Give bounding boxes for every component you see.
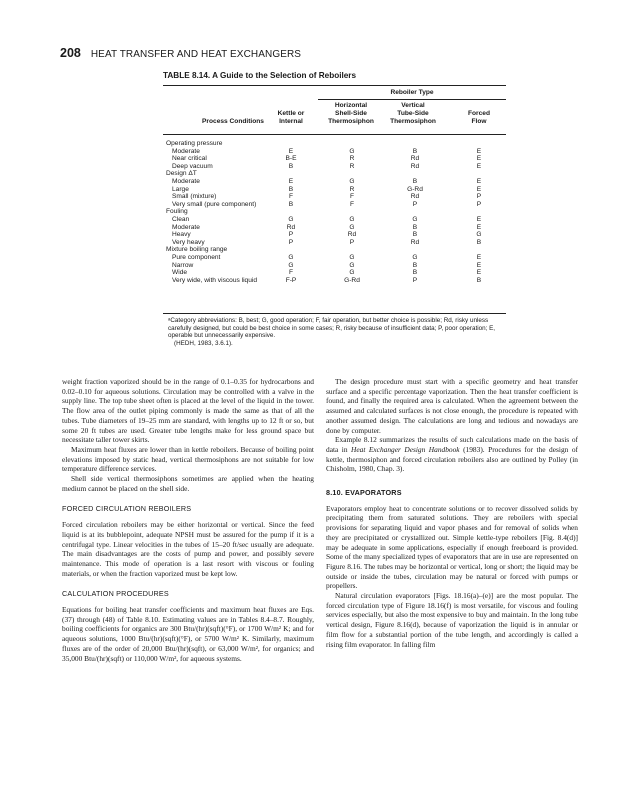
table-row <box>163 269 506 277</box>
table-cell: E <box>476 261 482 269</box>
row-label: Wide <box>172 269 188 277</box>
paragraph: Example 8.12 summarizes the results of such calculations made on the basis of data in Heat Exchanger Design Handbook (1983). Procedures for the design of kettle, thermosiphon and forced circulation reboilers also are outlined by Polley (in Chisholm, 1980, Chap. 3). <box>326 435 578 474</box>
paragraph: Natural circulation evaporators [Figs. 18.16(a)–(e)] are the most popular. The forced circulation type of Figure 18.16(f) is most versatile, for viscous and fouling services especially, but also the most expensive to buy and maintain. In the long tube vertical design, Figure 8.16(d), because of vaporization the liquid is in annular or film flow for a substantial portion of the tube length, and accordingly is called a rising film evaporator. In falling film <box>326 591 578 649</box>
row-label: Fouling <box>166 208 188 216</box>
page-number: 208 <box>60 46 81 60</box>
table-cell: P <box>412 200 418 208</box>
table-cell: F-P <box>285 276 297 284</box>
table-cell: Rd <box>410 193 420 201</box>
table-row <box>163 254 506 262</box>
table-cell: F <box>349 200 355 208</box>
table-cell: B <box>288 185 294 193</box>
table-cell: G <box>288 215 294 223</box>
table-category-row <box>163 208 506 216</box>
table-cell: B <box>288 162 294 170</box>
table-cell: P <box>476 193 482 201</box>
table-cell: Rd <box>410 162 420 170</box>
table-bottom-rule <box>163 313 506 314</box>
table-cell: Rd <box>410 238 420 246</box>
table-cell: R <box>349 155 355 163</box>
table-cell: B <box>412 223 418 231</box>
table-cell: B <box>412 261 418 269</box>
row-label: Moderate <box>172 223 200 231</box>
table-cell: E <box>288 147 294 155</box>
table-cell: Rd <box>410 155 420 163</box>
right-column <box>326 377 578 649</box>
table-cell: G-Rd <box>407 185 423 193</box>
table-row <box>163 216 506 224</box>
left-column <box>62 377 314 663</box>
group-header: Reboiler Type <box>390 89 434 96</box>
table-cell: B <box>412 177 418 185</box>
footnote-text: ᵃCategory abbreviations: B, best; G, good operation; F, fair operation, but better choice is possible; Rd, risky unless carefully designed, but could be best choice in some cases; R, risky because of insufficient data; P, poor operation; E, operable but unnecessarily expensive. <box>168 317 496 340</box>
table-cell: E <box>476 223 482 231</box>
book-title: Heat Exchanger Design Handbook <box>351 444 460 454</box>
row-label: Narrow <box>172 261 194 269</box>
table-row <box>163 201 506 209</box>
row-label: Mixture boiling range <box>166 246 228 254</box>
table-cell: G <box>349 215 355 223</box>
table-row <box>163 262 506 270</box>
table-cell: G-Rd <box>344 276 360 284</box>
row-label: Large <box>172 185 189 193</box>
table-row <box>163 186 506 194</box>
section-heading: FORCED CIRCULATION REBOILERS <box>62 504 192 514</box>
table-row <box>163 231 506 239</box>
table-row <box>163 155 506 163</box>
row-label: Very heavy <box>172 238 205 246</box>
table-cell: R <box>349 185 355 193</box>
col-header-horizontal: Horizontal Shell-Side Thermosiphon <box>328 102 374 126</box>
table-row <box>163 224 506 232</box>
paragraph: weight fraction vaporized should be in the range of 0.1–0.35 for hydrocarbons and 0.02–0.10 for aqueous solutions. Circulation may be controlled with a valve in the supply line. The top tube sheet often is placed at the level of the liquid in the tower. The flow area of the outlet piping commonly is made the same as that of all the tubes. Tube diameters of 19–25 mm are standard, with lengths up to 12 ft or so, but some 20 ft tubes are used. Greater tube lengths make for less ground space but necessitate taller tower skirts. <box>62 377 314 445</box>
table-cell: G <box>349 269 355 277</box>
table-category-row <box>163 170 506 178</box>
paragraph: Maximum heat fluxes are lower than in kettle reboilers. Because of boiling point elevations imposed by static head, vertical thermosiphons are not suitable for low temperature difference services. <box>62 444 314 474</box>
table-cell: G <box>288 261 294 269</box>
table-cell: R <box>349 162 355 170</box>
table-cell: F <box>349 193 355 201</box>
table-header-rule <box>163 134 506 135</box>
page-header <box>60 44 301 62</box>
table-cell: Rd <box>347 231 357 239</box>
table-cell: E <box>476 185 482 193</box>
table-cell: E <box>476 177 482 185</box>
paragraph: The design procedure must start with a specific geometry and heat transfer surface and a specific percentage vaporization. Then the heat transfer coefficient is found, and finally the required area is calculated. When the agreement between the assumed and calculated surfaces is not close enough, the procedure is repeated with another assumed design. The calculations are long and tedious and nowadays are done by computer. <box>326 377 578 435</box>
table-cell: G <box>412 253 418 261</box>
table-cell: G <box>349 261 355 269</box>
footnote-source: (HEDH, 1983, 3.6.1). <box>174 339 233 347</box>
paragraph: Equations for boiling heat transfer coefficients and maximum heat fluxes are Eqs. (37) through (48) of Table 8.10. Estimating values are in Tables 8.4–8.7. Roughly, boiling coefficients for organics are 300 Btu/(hr)(sqft)(°F), or 1700 W/m² K; and for aqueous solutions, 1000 Btu/(hr)(sqft)(°F), or 5700 W/m² K. Similarly, maximum fluxes are of the order of 20,000 Btu/(hr)(sqft), or 63,000 W/m², for organics; and 35,000 Btu/(hr)(sqft) or 110,000 W/m², for aqueous systems. <box>62 605 314 663</box>
table-cell: G <box>288 253 294 261</box>
row-label: Pure component <box>172 253 221 261</box>
row-label: Clean <box>172 215 190 223</box>
table-cell: B <box>476 276 482 284</box>
table-row <box>163 163 506 171</box>
table-cell: P <box>412 276 418 284</box>
section-heading: 8.10. EVAPORATORS <box>326 488 402 498</box>
row-label: Design ΔT <box>166 170 197 178</box>
table-cell: P <box>288 238 294 246</box>
table-cell: P <box>349 238 355 246</box>
table-cell: E <box>476 162 482 170</box>
row-label: Near critical <box>172 155 207 163</box>
table-cell: B <box>412 269 418 277</box>
row-label: Very wide, with viscous liquid <box>172 276 258 284</box>
row-label: Moderate <box>172 177 200 185</box>
row-label: Deep vacuum <box>172 162 213 170</box>
table-cell: G <box>349 147 355 155</box>
table-category-row <box>163 140 506 148</box>
table-cell: F <box>288 193 294 201</box>
table-body <box>163 140 506 284</box>
table-cell: E <box>476 215 482 223</box>
table-row <box>163 277 506 285</box>
table-cell: E <box>476 253 482 261</box>
table-cell: E <box>476 269 482 277</box>
table-cell: E <box>476 155 482 163</box>
paragraph: Shell side vertical thermosiphons sometimes are applied when the heating medium cannot be placed on the shell side. <box>62 474 314 493</box>
table-cell: B-E <box>285 155 297 163</box>
group-header-rule <box>318 99 506 100</box>
table-cell: Rd <box>286 223 296 231</box>
table-cell: F <box>288 269 294 277</box>
table-cell: B <box>412 147 418 155</box>
table-cell: P <box>476 200 482 208</box>
table-cell: B <box>476 238 482 246</box>
table-footnote <box>168 317 503 347</box>
table-cell: G <box>412 215 418 223</box>
col-header-kettle: Kettle or Internal <box>277 110 305 126</box>
table-row <box>163 178 506 186</box>
table-row <box>163 193 506 201</box>
table-cell: G <box>476 231 482 239</box>
paragraph: Evaporators employ heat to concentrate solutions or to recover dissolved solids by precipitating them from saturated solutions. They are reboilers with special provisions for separating liquid and vapor phases and for removal of solids when they are precipitated or crystallized out. Simple kettle-type reboilers [Fig. 8.4(d)] may be adequate in some applications, especially if enough freeboard is provided. Some of the many specialized types of evaporators that are in use are represented on Figure 8.16. The tubes may be horizontal or vertical, long or short; the liquid may be outside or inside the tubes, circulation may be natural or forced with pumps or propellers. <box>326 503 578 591</box>
paragraph: Forced circulation reboilers may be either horizontal or vertical. Since the feed liquid is at its bubblepoint, adequate NPSH must be assured for the pump if it is a centrifugal type. Linear velocities in the tubes of 15–20 ft/sec usually are adequate. The main disadvantages are the costs of pump and power, and possibly severe maintenance. This mode of operation is a last resort with viscous or fouling materials, or when the fraction vaporized must be kept low. <box>62 520 314 578</box>
table-row <box>163 148 506 156</box>
row-label: Small (mixture) <box>172 193 217 201</box>
table-cell: G <box>349 223 355 231</box>
table-cell: G <box>349 253 355 261</box>
table-title: TABLE 8.14. A Guide to the Selection of Reboilers <box>163 71 357 80</box>
row-label: Operating pressure <box>166 140 223 147</box>
table-cell: E <box>476 147 482 155</box>
table-top-rule <box>163 85 506 86</box>
row-label: Very small (pure component) <box>172 200 257 208</box>
table-cell: B <box>412 231 418 239</box>
col-header-forced: Forced Flow <box>468 110 490 126</box>
table-cell: G <box>349 177 355 185</box>
section-heading: CALCULATION PROCEDURES <box>62 589 169 599</box>
col-header-process: Process Conditions <box>202 118 264 125</box>
table-cell: E <box>288 177 294 185</box>
running-title: HEAT TRANSFER AND HEAT EXCHANGERS <box>90 49 302 60</box>
row-label: Heavy <box>172 231 191 239</box>
table-row <box>163 239 506 247</box>
row-label: Moderate <box>172 147 200 155</box>
col-header-vertical: Vertical Tube-Side Thermosiphon <box>390 102 436 126</box>
table-category-row <box>163 246 506 254</box>
table-cell: P <box>288 231 294 239</box>
table-cell: B <box>288 200 294 208</box>
